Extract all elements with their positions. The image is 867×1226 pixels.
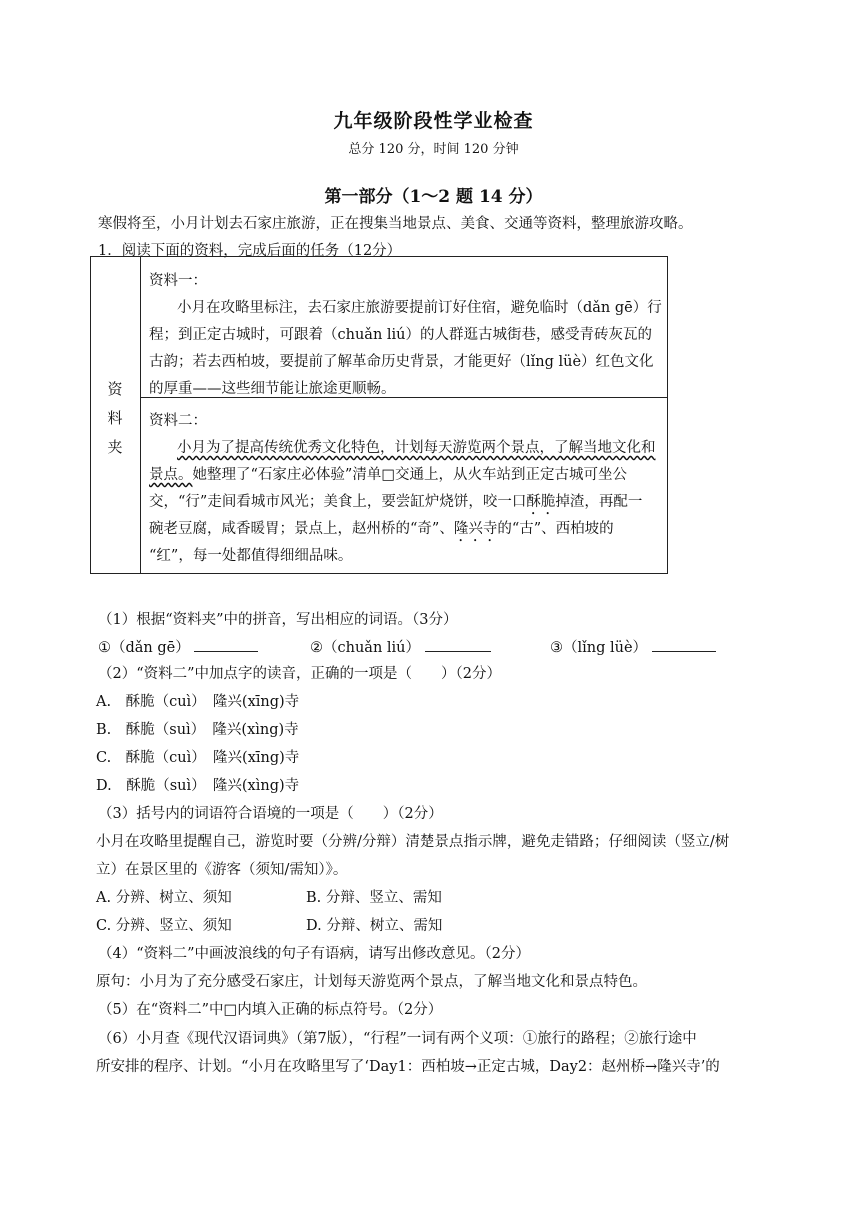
wavy-sentence: 小月为了提高传统优秀文化特色，计划每天游览两个景点，了解当地文化和 [177, 440, 656, 456]
question-1-4-original: 原句：小月为了充分感受石家庄，计划每天游览两个景点，了解当地文化和景点特色。 [96, 974, 647, 990]
question-1-6-text: 所安排的程序、计划。“小月在攻略里写了‘Day1：西柏坡→正定古城，Day2：赵州桥→隆兴寺’的 [96, 1059, 720, 1075]
question-1-2: （2）“资料二”中加点字的读音，正确的一项是（ ）（2分） [98, 666, 502, 682]
material-1-line: 程；到正定古城时，可跟着（chuǎn liú）的人群逛古城街巷，感受青砖灰瓦的 [149, 327, 653, 343]
part-heading: 第一部分（1～2 题 14 分） [324, 187, 543, 207]
question-1-3-text: 小月在攻略里提醒自己，游览时要（分辨/分辩）清楚景点指示牌，避免走错路；仔细阅读（竖立/树 [96, 834, 730, 850]
material-2-line: 景点。她整理了“石家庄必体验”清单□交通上，从火车站到正定古城可坐公 [149, 467, 628, 483]
dotted-word-crisp: 酥脆 [526, 494, 556, 510]
dotted-word-temple: 隆兴寺 [453, 521, 498, 537]
option-a[interactable]: A. 酥脆（cuì） 隆兴(xīng)寺 [96, 694, 300, 710]
material-2-title: 资料二： [149, 413, 207, 429]
material-1-line: 的厚重——这些细节能让旅途更顺畅。 [149, 381, 396, 397]
material-folder-box [90, 256, 668, 574]
option-d[interactable]: D. 酥脆（suì） 隆兴(xìng)寺 [96, 778, 300, 794]
question-1-3: （3）括号内的词语符合语境的一项是（ ）（2分） [98, 806, 443, 822]
wavy-sentence-end: 景点。 [149, 467, 193, 483]
answer-blank-row: ③（lǐng lüè） [550, 636, 716, 657]
question-1-5: （5）在“资料二”中□内填入正确的标点符号。（2分） [98, 1002, 443, 1018]
option-a[interactable]: A. 分辨、树立、须知 [96, 890, 232, 906]
option-b[interactable]: B. 分辩、竖立、需知 [306, 890, 442, 906]
material-2-line [177, 434, 656, 462]
option-c[interactable]: C. 分辨、竖立、须知 [96, 918, 232, 934]
exam-title: 九年级阶段性学业检查 [333, 110, 534, 132]
answer-blank[interactable] [652, 637, 716, 652]
option-d[interactable]: D. 分辩、树立、需知 [306, 918, 443, 934]
question-1-4: （4）“资料二”中画波浪线的句子有语病，请写出修改意见。（2分） [98, 946, 531, 962]
material-2-line: “红”，每一处都值得细细品味。 [149, 548, 353, 564]
folder-side-column [91, 257, 141, 573]
q1-stem: 1．阅读下面的资料，完成后面的任务（12分） [98, 243, 402, 259]
material-1-line: 古韵；若去西柏坡，要提前了解革命历史背景，才能更好（lǐng lüè）红色文化 [149, 354, 654, 370]
exam-subtitle: 总分 120 分，时间 120 分钟 [348, 142, 519, 157]
material-1-line: 小月在攻略里标注，去石家庄旅游要提前订好住宿，避免临时（dǎn gē）行 [177, 300, 662, 316]
material-2-line: 交，“行”走间看城市风光；美食上，要尝缸炉烧饼，咬一口酥脆掉渣，再配一 [149, 494, 643, 510]
material-1-title: 资料一： [149, 273, 207, 289]
answer-blank[interactable] [194, 637, 258, 652]
material-2-line: 碗老豆腐，咸香暖胃；景点上，赵州桥的“奇”、隆兴寺的“古”、西柏坡的 [149, 521, 614, 537]
folder-side-label: 资 料 夹 [107, 380, 123, 456]
answer-blank-row: ②（chuǎn liú） [310, 636, 491, 657]
option-c[interactable]: C. 酥脆（cuì） 隆兴(xīng)寺 [96, 750, 300, 766]
question-1-1: （1）根据“资料夹”中的拼音，写出相应的词语。（3分） [98, 612, 458, 628]
intro-text: 寒假将至，小月计划去石家庄旅游，正在搜集当地景点、美食、交通等资料，整理旅游攻略。 [98, 216, 693, 232]
answer-blank[interactable] [425, 637, 491, 652]
question-1-3-text: 立）在景区里的《游客（须知/需知）》。 [96, 862, 348, 878]
answer-blank-row: ①（dǎn gē） [98, 636, 258, 657]
option-b[interactable]: B. 酥脆（suì） 隆兴(xìng)寺 [96, 722, 299, 738]
question-1-6: （6）小月查《现代汉语词典》（第7版），“行程”一词有两个义项：①旅行的路程；②旅行途中 [98, 1031, 697, 1047]
